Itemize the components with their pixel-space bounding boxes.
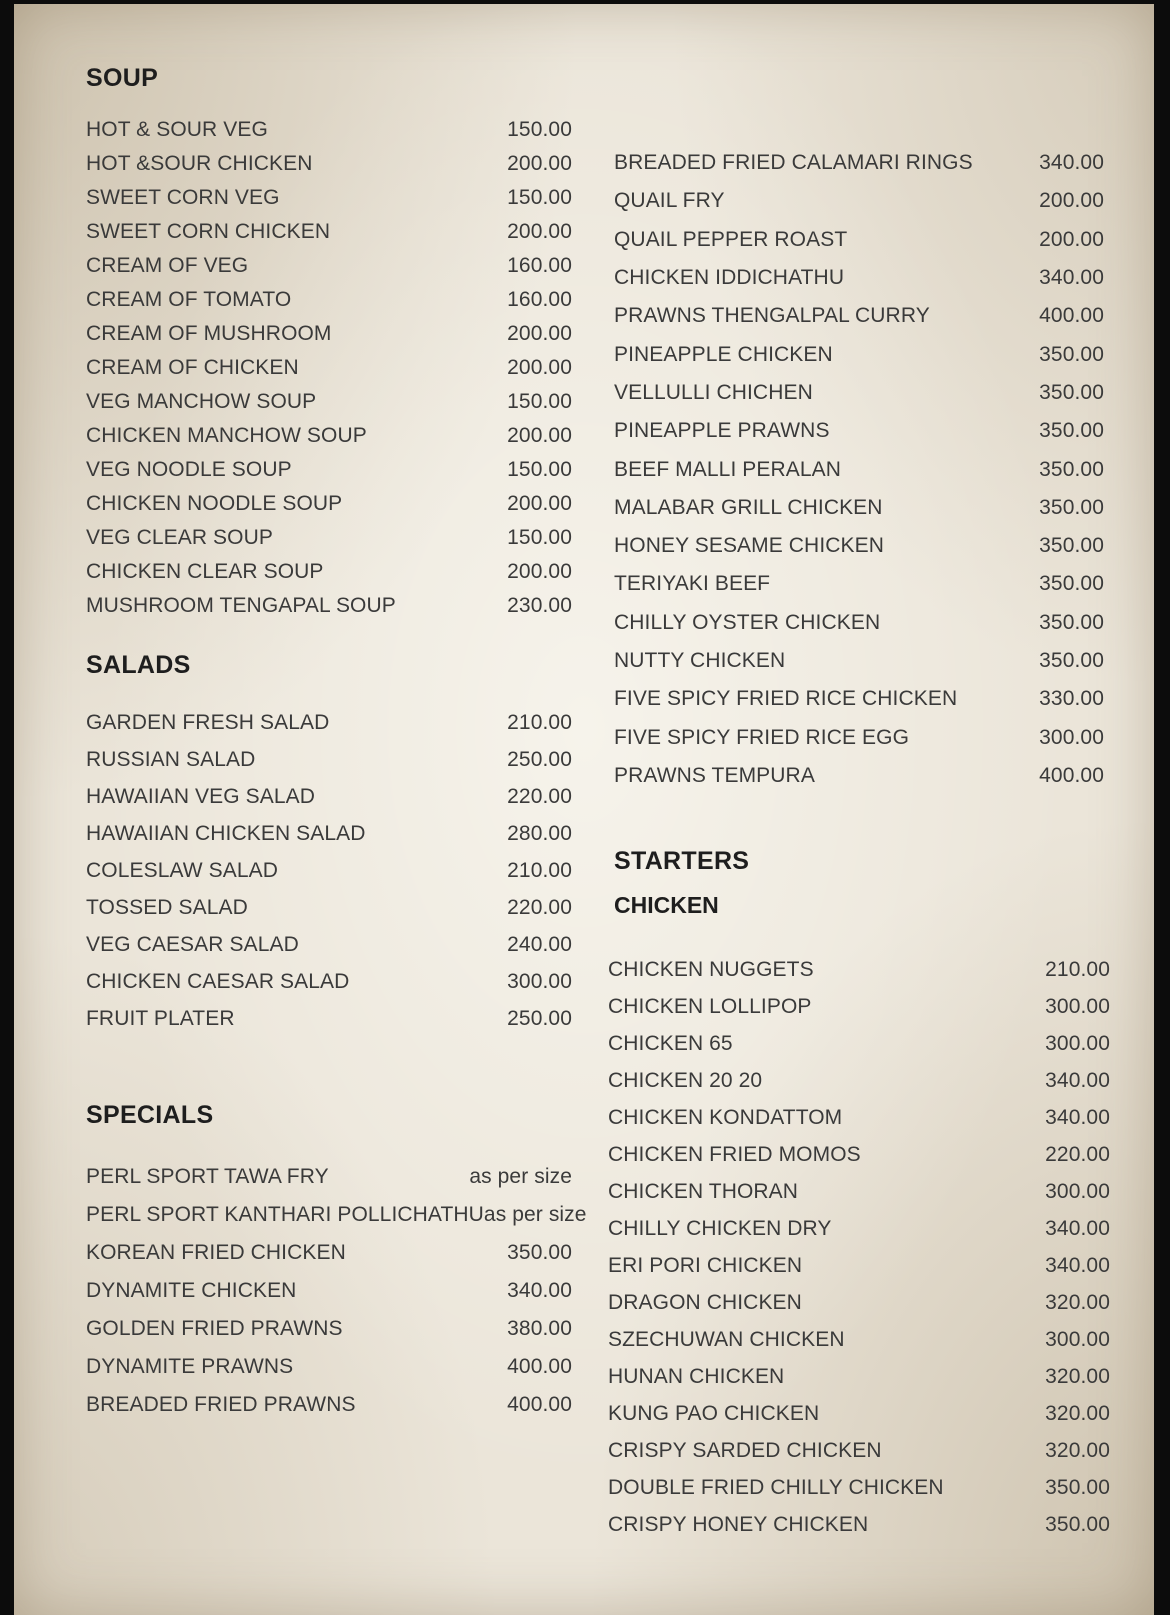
specials-section: [86, 1101, 587, 1424]
right-column: [608, 144, 1110, 1543]
menu-item: [614, 259, 1104, 297]
menu-item-price: 350.00: [1039, 380, 1104, 404]
menu-item-name: QUAIL FRY: [614, 189, 725, 213]
salads-title: SALADS: [86, 651, 191, 679]
menu-item-price: 350.00: [1045, 1512, 1110, 1536]
menu-item: [614, 565, 1104, 603]
menu-item-name: VELLULLI CHICHEN: [614, 380, 813, 404]
menu-item: [608, 1025, 1110, 1062]
menu-item-name: KOREAN FRIED CHICKEN: [86, 1241, 346, 1264]
menu-item-price: 160.00: [507, 254, 572, 277]
menu-item-name: CHICKEN KONDATTOM: [608, 1105, 843, 1129]
menu-item: [86, 351, 572, 385]
menu-item: [608, 1506, 1110, 1543]
menu-item-name: PRAWNS TEMPURA: [614, 763, 815, 787]
menu-item-name: KUNG PAO CHICKEN: [608, 1401, 820, 1425]
menu-item: [86, 704, 572, 741]
menu-item-price: 340.00: [1045, 1216, 1110, 1240]
menu-item: [608, 951, 1110, 988]
menu-item-name: BREADED FRIED PRAWNS: [86, 1393, 356, 1416]
menu-item-price: 200.00: [507, 560, 572, 583]
menu-item-price: 300.00: [1039, 725, 1104, 749]
menu-item: [86, 1310, 572, 1348]
menu-item-name: HAWAIIAN CHICKEN SALAD: [86, 821, 366, 845]
menu-item-name: GARDEN FRESH SALAD: [86, 710, 330, 734]
menu-item-name: FRUIT PLATER: [86, 1006, 235, 1030]
menu-page: [14, 4, 1154, 1615]
menu-item-price: 320.00: [1045, 1401, 1110, 1425]
menu-item-price: 220.00: [507, 895, 572, 919]
menu-item-price: 340.00: [1039, 266, 1104, 290]
soup-section: [86, 64, 572, 623]
menu-item: [614, 718, 1104, 756]
menu-item: [86, 555, 572, 589]
menu-item: [86, 926, 572, 963]
menu-item-price: 250.00: [507, 1006, 572, 1030]
menu-item-name: SZECHUWAN CHICKEN: [608, 1327, 845, 1351]
menu-item: [86, 249, 572, 283]
menu-item: [608, 1210, 1110, 1247]
menu-item-price: 400.00: [507, 1393, 572, 1416]
menu-item: [86, 147, 572, 181]
menu-item-price: 280.00: [507, 821, 572, 845]
menu-item-name: CHICKEN FRIED MOMOS: [608, 1142, 861, 1166]
menu-item-price: 300.00: [507, 969, 572, 993]
menu-item-name: COLESLAW SALAD: [86, 858, 279, 882]
menu-item-name: DRAGON CHICKEN: [608, 1290, 802, 1314]
menu-item-name: CHICKEN 20 20: [608, 1068, 763, 1092]
menu-item-price: as per size: [469, 1165, 572, 1188]
salads-list: [86, 704, 572, 1037]
menu-item-name: VEG CAESAR SALAD: [86, 932, 299, 956]
menu-item-name: ERI PORI CHICKEN: [608, 1253, 803, 1277]
menu-item-price: 150.00: [507, 118, 572, 141]
menu-item-price: 230.00: [507, 594, 572, 617]
soup-list: [86, 113, 572, 623]
menu-item-price: as per size: [483, 1203, 587, 1226]
menu-item-name: CHICKEN NOODLE SOUP: [86, 492, 343, 515]
menu-item-name: NUTTY CHICKEN: [614, 649, 786, 672]
menu-item-price: 350.00: [1039, 610, 1104, 634]
menu-item: [614, 642, 1104, 680]
menu-item-price: 340.00: [1045, 1068, 1110, 1092]
menu-item-name: SWEET CORN CHICKEN: [86, 220, 331, 243]
menu-item-price: 220.00: [1045, 1142, 1110, 1166]
menu-item-price: 300.00: [1045, 994, 1110, 1018]
menu-item: [86, 1272, 572, 1310]
menu-item-name: CHICKEN 65: [608, 1031, 733, 1055]
menu-item-name: CHICKEN LOLLIPOP: [608, 994, 812, 1018]
menu-item-price: 350.00: [507, 1241, 572, 1264]
menu-item-price: 350.00: [1039, 342, 1104, 366]
menu-item: [608, 1469, 1110, 1506]
menu-item-price: 150.00: [507, 458, 572, 481]
menu-item-price: 350.00: [1039, 495, 1104, 519]
menu-item-price: 300.00: [1045, 1327, 1110, 1351]
menu-item-name: QUAIL PEPPER ROAST: [614, 227, 848, 251]
left-column: [86, 64, 587, 1424]
soup-title: SOUP: [86, 64, 159, 92]
menu-item-price: 210.00: [507, 858, 572, 882]
menu-item-name: DOUBLE FRIED CHILLY CHICKEN: [608, 1475, 944, 1499]
starters-section: [608, 847, 1110, 1543]
menu-item-price: 300.00: [1045, 1179, 1110, 1203]
menu-item: [86, 521, 572, 555]
menu-item-name: CREAM OF VEG: [86, 254, 249, 277]
menu-item: [608, 1284, 1110, 1321]
starters-chicken-subtitle: CHICKEN: [614, 892, 719, 919]
menu-item-name: HUNAN CHICKEN: [608, 1364, 785, 1388]
menu-item-price: 350.00: [1039, 534, 1104, 558]
menu-item-price: 200.00: [507, 220, 572, 243]
menu-item-name: SWEET CORN VEG: [86, 186, 280, 209]
menu-item: [86, 181, 572, 215]
menu-item-price: 200.00: [507, 424, 572, 447]
specials-continued-list: [614, 144, 1104, 795]
menu-item-price: 200.00: [507, 356, 572, 379]
menu-item-price: 240.00: [507, 932, 572, 956]
menu-item-name: CRISPY HONEY CHICKEN: [608, 1512, 869, 1536]
menu-item: [608, 1136, 1110, 1173]
menu-item-name: CHICKEN NUGGETS: [608, 957, 814, 981]
menu-item: [608, 1432, 1110, 1469]
menu-item: [86, 889, 572, 926]
menu-item-name: CHILLY CHICKEN DRY: [608, 1216, 832, 1240]
menu-item-price: 300.00: [1045, 1031, 1110, 1055]
starters-title: STARTERS: [614, 847, 750, 876]
menu-item-name: PRAWNS THENGALPAL CURRY: [614, 304, 930, 328]
menu-item-name: HONEY SESAME CHICKEN: [614, 534, 885, 558]
menu-item-price: 200.00: [1039, 227, 1104, 251]
menu-item-price: 400.00: [1039, 304, 1104, 328]
menu-item: [608, 1247, 1110, 1284]
menu-item-name: CHICKEN CLEAR SOUP: [86, 560, 324, 583]
menu-item: [86, 317, 572, 351]
menu-item: [86, 589, 572, 623]
menu-item-price: 250.00: [507, 747, 572, 771]
menu-item: [614, 144, 1104, 182]
menu-item-name: BREADED FRIED CALAMARI RINGS: [614, 151, 973, 175]
menu-item-name: DYNAMITE PRAWNS: [86, 1355, 294, 1378]
menu-item-price: 350.00: [1039, 419, 1104, 443]
menu-item: [86, 1196, 587, 1234]
menu-item: [608, 988, 1110, 1025]
menu-item-price: 210.00: [1045, 957, 1110, 981]
menu-item: [614, 527, 1104, 565]
menu-item-name: CHICKEN IDDICHATHU: [614, 266, 845, 290]
menu-item-name: MALABAR GRILL CHICKEN: [614, 495, 883, 519]
menu-item: [614, 182, 1104, 220]
menu-item: [608, 1358, 1110, 1395]
menu-item: [86, 215, 572, 249]
menu-item: [614, 450, 1104, 488]
menu-item: [614, 489, 1104, 527]
menu-item-price: 210.00: [507, 710, 572, 734]
menu-item-price: 400.00: [1039, 763, 1104, 787]
menu-item-price: 380.00: [507, 1317, 572, 1340]
menu-item-name: HAWAIIAN VEG SALAD: [86, 784, 315, 808]
menu-item-price: 330.00: [1039, 687, 1104, 711]
starters-chicken-list: [608, 951, 1110, 1543]
menu-item-price: 200.00: [507, 492, 572, 515]
menu-item: [86, 741, 572, 778]
menu-item: [86, 963, 572, 1000]
menu-item-name: PERL SPORT KANTHARI POLLICHATHU: [86, 1203, 484, 1226]
menu-item-price: 320.00: [1045, 1364, 1110, 1388]
menu-item-price: 340.00: [1045, 1253, 1110, 1277]
menu-item: [86, 1234, 572, 1272]
menu-item-name: PINEAPPLE PRAWNS: [614, 419, 830, 443]
menu-item-name: DYNAMITE CHICKEN: [86, 1279, 297, 1302]
salads-section: [86, 651, 572, 1037]
menu-item-price: 350.00: [1039, 572, 1104, 596]
menu-item: [614, 374, 1104, 412]
menu-item-price: 160.00: [507, 288, 572, 311]
menu-item-name: CRISPY SARDED CHICKEN: [608, 1438, 882, 1462]
menu-item-name: TERIYAKI BEEF: [614, 572, 771, 596]
menu-item-price: 340.00: [507, 1279, 572, 1302]
menu-item: [86, 778, 572, 815]
menu-item-name: CREAM OF TOMATO: [86, 288, 292, 311]
menu-item: [614, 412, 1104, 450]
menu-item-name: VEG MANCHOW SOUP: [86, 390, 317, 413]
menu-item: [86, 283, 572, 317]
menu-item: [608, 1099, 1110, 1136]
menu-item: [86, 1000, 572, 1037]
menu-item: [614, 604, 1104, 642]
menu-item: [86, 1348, 572, 1386]
menu-item-price: 150.00: [507, 390, 572, 413]
menu-item-price: 340.00: [1045, 1105, 1110, 1129]
menu-item: [614, 335, 1104, 373]
menu-item-price: 220.00: [507, 784, 572, 808]
menu-item-price: 350.00: [1045, 1475, 1110, 1499]
menu-item-name: RUSSIAN SALAD: [86, 747, 256, 771]
menu-item-price: 200.00: [1039, 189, 1104, 213]
menu-item: [86, 113, 572, 147]
menu-item-name: HOT & SOUR VEG: [86, 118, 268, 141]
menu-item: [614, 297, 1104, 335]
menu-item: [86, 453, 572, 487]
menu-item-name: BEEF MALLI PERALAN: [614, 457, 842, 481]
menu-item: [86, 419, 572, 453]
menu-item: [608, 1395, 1110, 1432]
menu-item-name: FIVE SPICY FRIED RICE EGG: [614, 725, 910, 749]
menu-item-name: CHICKEN CAESAR SALAD: [86, 969, 350, 993]
menu-item-price: 320.00: [1045, 1290, 1110, 1314]
menu-item-name: VEG NOODLE SOUP: [86, 458, 292, 481]
menu-item: [86, 815, 572, 852]
menu-item-name: FIVE SPICY FRIED RICE CHICKEN: [614, 687, 958, 711]
menu-item: [608, 1173, 1110, 1210]
menu-item-price: 150.00: [507, 186, 572, 209]
menu-item-price: 350.00: [1039, 649, 1104, 672]
menu-item-name: MUSHROOM TENGAPAL SOUP: [86, 594, 396, 617]
menu-item: [614, 221, 1104, 259]
specials-title: SPECIALS: [86, 1101, 214, 1129]
menu-item-name: CREAM OF MUSHROOM: [86, 322, 332, 345]
menu-item-name: PERL SPORT TAWA FRY: [86, 1165, 329, 1188]
menu-item: [608, 1062, 1110, 1099]
menu-item-name: VEG CLEAR SOUP: [86, 526, 273, 549]
menu-item: [86, 385, 572, 419]
menu-item-price: 350.00: [1039, 457, 1104, 481]
menu-item-price: 150.00: [507, 526, 572, 549]
menu-item-name: HOT &SOUR CHICKEN: [86, 152, 313, 175]
menu-item: [86, 1158, 572, 1196]
menu-item: [614, 757, 1104, 795]
menu-item-price: 200.00: [507, 322, 572, 345]
menu-item-name: CHICKEN MANCHOW SOUP: [86, 424, 367, 447]
menu-item-name: GOLDEN FRIED PRAWNS: [86, 1317, 343, 1340]
menu-item-price: 340.00: [1039, 151, 1104, 175]
menu-item-name: CHILLY OYSTER CHICKEN: [614, 610, 881, 634]
menu-item: [86, 852, 572, 889]
menu-item-name: CREAM OF CHICKEN: [86, 356, 299, 379]
specials-list: [86, 1158, 587, 1424]
menu-item-name: CHICKEN THORAN: [608, 1179, 799, 1203]
menu-item-name: PINEAPPLE CHICKEN: [614, 342, 833, 366]
menu-item: [614, 680, 1104, 718]
menu-item: [86, 1386, 572, 1424]
menu-item-price: 400.00: [507, 1355, 572, 1378]
menu-item-price: 320.00: [1045, 1438, 1110, 1462]
menu-item: [608, 1321, 1110, 1358]
menu-item-price: 200.00: [507, 152, 572, 175]
menu-item: [86, 487, 572, 521]
menu-item-name: TOSSED SALAD: [86, 895, 248, 919]
